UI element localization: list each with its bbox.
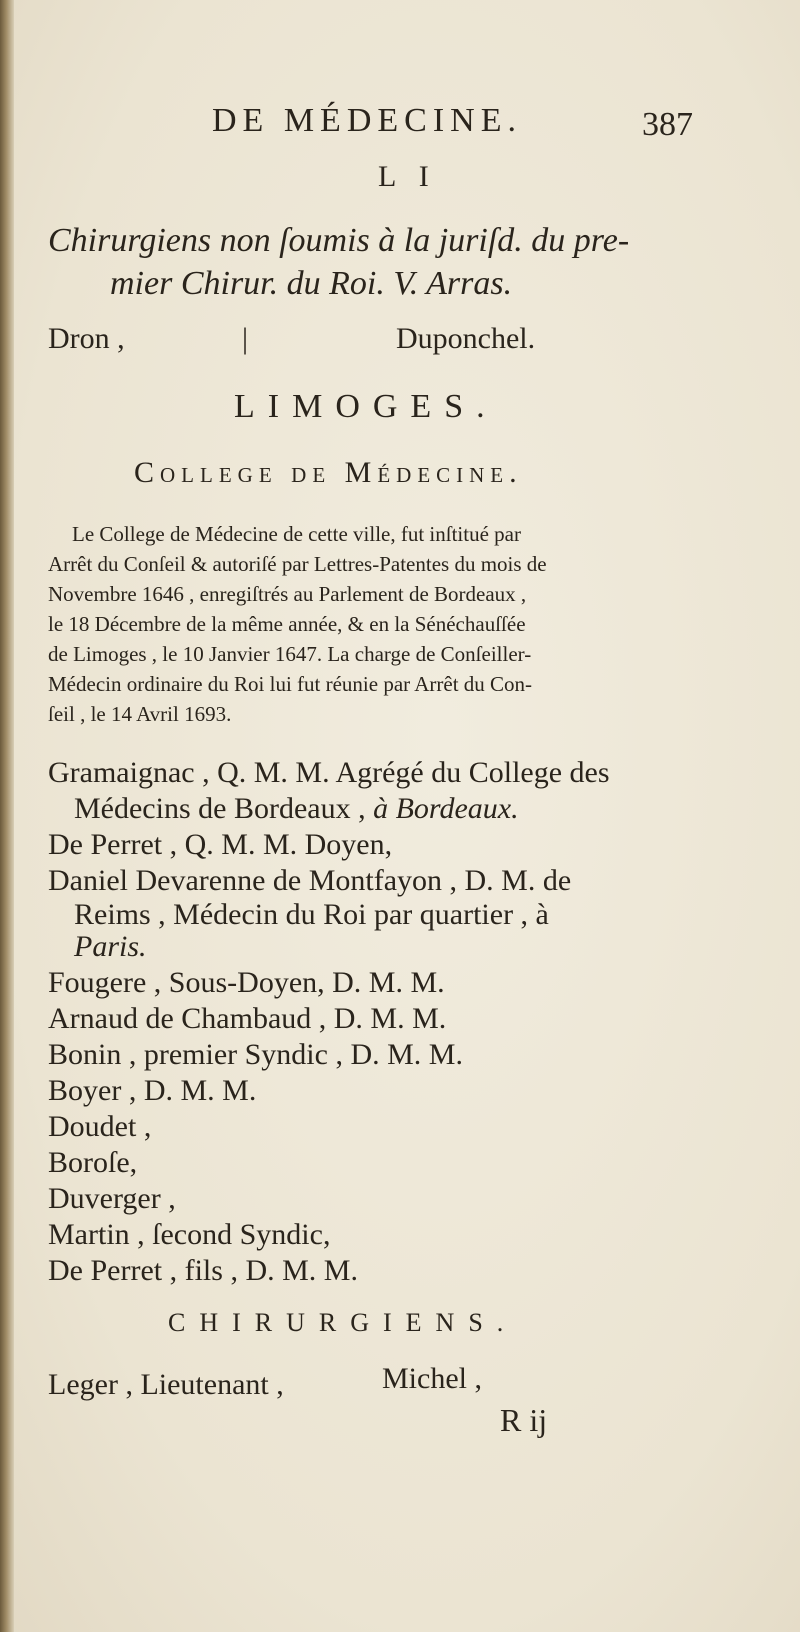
entry-separator: | [242,322,249,355]
entry-duponchel: Duponchel. [396,322,536,355]
paragraph-line: Novembre 1646 , enregiſtrés au Parlement de Bordeaux , [48,582,527,606]
paragraph-line: ſeil , le 14 Avril 1693. [48,702,232,726]
list-item: De Perret , Q. M. M. Doyen, [48,828,393,861]
list-item: Gramaignac , Q. M. M. Agrégé du College des [48,756,610,789]
college-heading: College de Médecine. [134,456,523,489]
list-item: Boyer , D. M. M. [48,1074,257,1107]
section-number: L I [378,160,437,193]
section-title-line-2: mier Chirur. du Roi. V. Arras. [110,265,513,302]
entry-michel: Michel , [382,1362,482,1395]
paragraph-line: de Limoges , le 10 Janvier 1647. La charge de Conſeiller- [48,642,532,666]
list-item: De Perret , fils , D. M. M. [48,1254,358,1287]
list-item: Fougere , Sous-Doyen, D. M. M. [48,966,445,999]
list-item: Médecins de Bordeaux , à Bordeaux. [74,792,519,825]
paragraph-line: Arrêt du Conſeil & autoriſé par Lettres-Patentes du mois de [48,552,547,576]
section-title-line-1: Chirurgiens non ſoumis à la juriſd. du pre- [48,222,630,259]
list-item: Duverger , [48,1182,176,1215]
list-item: Martin , ſecond Syndic, [48,1218,331,1251]
page-number: 387 [642,106,693,143]
list-item: Arnaud de Chambaud , D. M. M. [48,1002,447,1035]
list-item: Bonin , premier Syndic , D. M. M. [48,1038,463,1071]
chirurgiens-heading: CHIRURGIENS. [168,1308,518,1337]
paragraph-line: Le College de Médecine de cette ville, fut inſtitué par [72,522,521,546]
entry-dron: Dron , [48,322,125,355]
entry-leger: Leger , Lieutenant , [48,1368,284,1401]
paragraph-line: le 18 Décembre de la même année, & en la Sénéchauſſée [48,612,526,636]
city-heading: LIMOGES. [234,388,498,425]
book-spine-edge [0,0,14,1632]
list-item: Boroſe, [48,1146,138,1179]
list-item: Doudet , [48,1110,152,1143]
paragraph-line: Médecin ordinaire du Roi lui fut réunie par Arrêt du Con- [48,672,533,696]
signature-mark: R ij [500,1402,548,1438]
list-item: Daniel Devarenne de Montfayon , D. M. de [48,864,572,897]
list-item: Paris. [74,930,147,963]
list-item: Reims , Médecin du Roi par quartier , à [74,898,549,931]
running-head: DE MÉDECINE. [212,102,522,139]
